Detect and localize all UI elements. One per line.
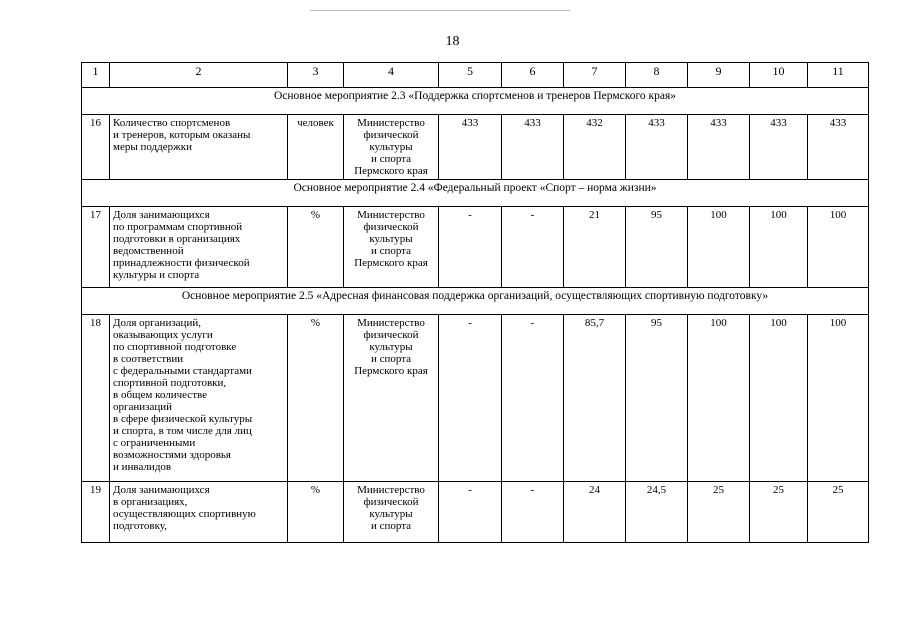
value-cell: 24 (564, 482, 626, 543)
value-cell: 25 (688, 482, 750, 543)
responsible-organization: Министерство физической культуры и спорта Пермского края (344, 115, 439, 180)
value-cell: 25 (808, 482, 869, 543)
column-number: 11 (808, 63, 869, 88)
column-number: 4 (344, 63, 439, 88)
section-heading-row (82, 88, 869, 115)
section-heading: Основное мероприятие 2.3 «Поддержка спортсменов и тренеров Пермского края» (82, 88, 869, 115)
section-heading: Основное мероприятие 2.5 «Адресная финансовая поддержка организаций, осуществляющих спортивную подготовку» (82, 288, 869, 315)
unit-of-measure: % (288, 315, 344, 482)
responsible-organization: Министерство физической культуры и спорта (344, 482, 439, 543)
value-cell: 25 (750, 482, 808, 543)
scan-line (310, 10, 570, 11)
column-number: 8 (626, 63, 688, 88)
section-heading-row (82, 288, 869, 315)
value-cell: 95 (626, 207, 688, 288)
column-number-row (82, 63, 869, 88)
section-heading: Основное мероприятие 2.4 «Федеральный проект «Спорт – норма жизни» (82, 180, 869, 207)
indicator-name: Доля занимающихся по программам спортивной подготовки в организациях ведомственной принадлежности физической культуры и спорта (110, 207, 288, 288)
column-number: 6 (502, 63, 564, 88)
value-cell: 433 (626, 115, 688, 180)
value-cell: - (439, 482, 502, 543)
row-number: 16 (82, 115, 110, 180)
value-cell: - (502, 315, 564, 482)
table-row (82, 207, 869, 288)
page-number: 18 (445, 34, 460, 49)
column-number: 5 (439, 63, 502, 88)
column-number: 1 (82, 63, 110, 88)
indicator-table (81, 62, 869, 543)
column-number: 2 (110, 63, 288, 88)
indicator-name: Доля организаций, оказывающих услуги по спортивной подготовке в соответствии с федеральными стандартами спортивной подготовки, в общем количестве организаций в сфере физической культуры и спорта, в том числе для лиц с ограниченными возможностями здоровья и инвалидов (110, 315, 288, 482)
value-cell: 100 (688, 207, 750, 288)
column-number: 10 (750, 63, 808, 88)
responsible-organization: Министерство физической культуры и спорта Пермского края (344, 315, 439, 482)
column-number: 7 (564, 63, 626, 88)
unit-of-measure: % (288, 482, 344, 543)
column-number: 9 (688, 63, 750, 88)
unit-of-measure: % (288, 207, 344, 288)
row-number: 19 (82, 482, 110, 543)
indicator-name: Доля занимающихся в организациях, осуществляющих спортивную подготовку, (110, 482, 288, 543)
value-cell: 100 (688, 315, 750, 482)
value-cell: 21 (564, 207, 626, 288)
value-cell: 100 (808, 207, 869, 288)
value-cell: 433 (808, 115, 869, 180)
value-cell: 100 (750, 315, 808, 482)
value-cell: 24,5 (626, 482, 688, 543)
table-row (82, 115, 869, 180)
value-cell: 433 (688, 115, 750, 180)
row-number: 17 (82, 207, 110, 288)
value-cell: - (502, 482, 564, 543)
section-heading-row (82, 180, 869, 207)
value-cell: 433 (750, 115, 808, 180)
value-cell: - (502, 207, 564, 288)
indicator-name: Количество спортсменов и тренеров, которым оказаны меры поддержки (110, 115, 288, 180)
value-cell: 432 (564, 115, 626, 180)
value-cell: - (439, 315, 502, 482)
value-cell: 433 (439, 115, 502, 180)
table-row (82, 315, 869, 482)
responsible-organization: Министерство физической культуры и спорта Пермского края (344, 207, 439, 288)
unit-of-measure: человек (288, 115, 344, 180)
value-cell: 433 (502, 115, 564, 180)
column-number: 3 (288, 63, 344, 88)
value-cell: 100 (750, 207, 808, 288)
value-cell: 100 (808, 315, 869, 482)
value-cell: - (439, 207, 502, 288)
value-cell: 85,7 (564, 315, 626, 482)
row-number: 18 (82, 315, 110, 482)
table-row (82, 482, 869, 543)
value-cell: 95 (626, 315, 688, 482)
